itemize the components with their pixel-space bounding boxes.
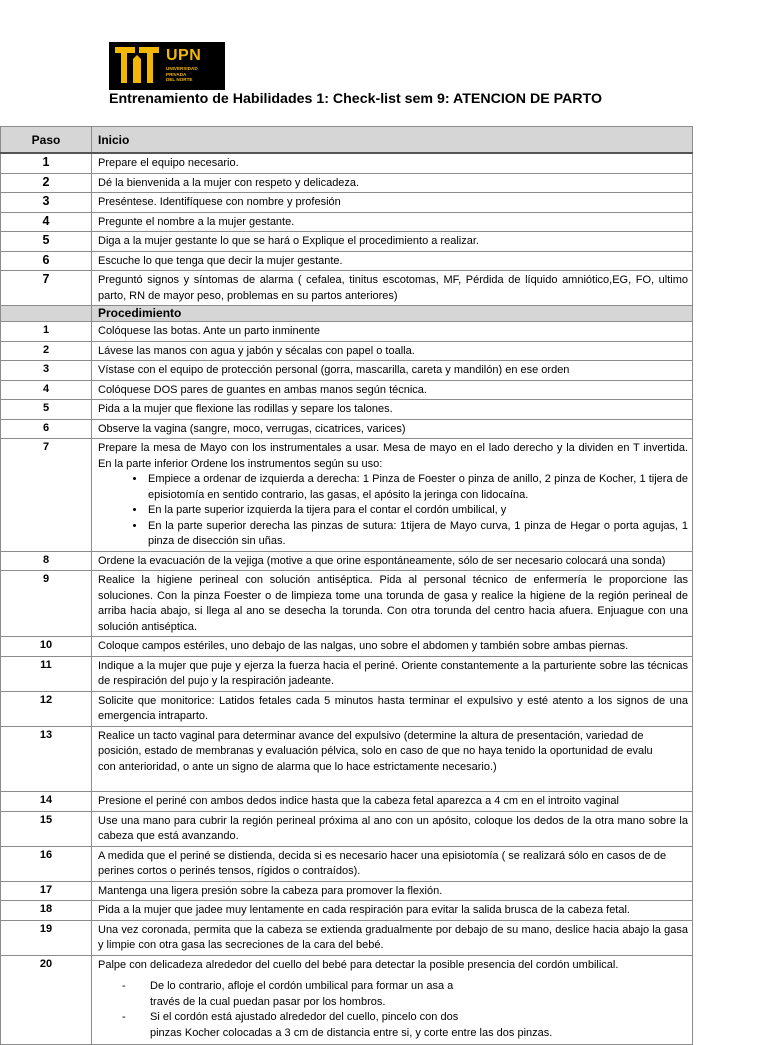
step-text-body: Pida a la mujer que flexione las rodillas y separe los talones. bbox=[98, 403, 393, 415]
table-row bbox=[1, 322, 693, 342]
step-text-line: A medida que el periné se distienda, decida si es necesario hacer una episiotomía ( se realizará sólo en casos de de bbox=[98, 849, 667, 862]
step-number: 4 bbox=[1, 380, 92, 400]
dash-list bbox=[98, 979, 688, 1041]
bullet-list bbox=[98, 472, 688, 550]
table-row bbox=[1, 846, 693, 881]
step-text-body: Lávese las manos con agua y jabón y sécalas con papel o toalla. bbox=[98, 344, 415, 357]
table-row bbox=[1, 637, 693, 657]
step-number: 12 bbox=[1, 691, 92, 726]
table-row bbox=[1, 551, 693, 571]
step-text bbox=[92, 212, 693, 232]
step-text-body: Una vez coronada, permita que la cabeza se extienda gradualmente por debajo de su mano, deslice hacia abajo la gasa y limpie con otra gasa las secreciones de la cara del bebé. bbox=[98, 923, 688, 951]
step-text-line: perines cortos o perinés tensos, rígidos o contraídos). bbox=[98, 865, 361, 877]
step-text-body: Prepare el equipo necesario. bbox=[98, 157, 239, 169]
step-text bbox=[92, 551, 693, 571]
step-text bbox=[92, 901, 693, 921]
section-header-procedimiento: Procedimiento bbox=[92, 306, 693, 322]
step-text-body: Palpe con delicadeza alrededor del cuello del bebé para detectar la posible presencia del cordón umbilical. bbox=[98, 958, 619, 971]
step-text-body: Use una mano para cubrir la región perineal próxima al ano con un apósito, coloque los dedos de la otra mano sobre la cabeza que está avanzando. bbox=[98, 814, 688, 842]
step-text-body: Pregunte el nombre a la mujer gestante. bbox=[98, 215, 295, 228]
step-text bbox=[92, 341, 693, 361]
table-row bbox=[1, 571, 693, 637]
step-number: 7 bbox=[1, 439, 92, 552]
dash-line: - De lo contrario, afloje el cordón umbilical para formar un asa a bbox=[150, 980, 454, 992]
table-row bbox=[1, 920, 693, 955]
table-row bbox=[1, 153, 693, 173]
table-row bbox=[1, 251, 693, 271]
table-row bbox=[1, 419, 693, 439]
step-text-body: Colóquese las botas. Ante un parto inminente bbox=[98, 325, 320, 337]
step-number: 3 bbox=[1, 193, 92, 213]
step-text-body: Solicite que monitorice: Latidos fetales cada 5 minutos hasta terminar el expulsivo y esté atento a los signos de una emergencia intraparto. bbox=[98, 694, 688, 722]
step-text bbox=[92, 846, 693, 881]
table-row bbox=[1, 792, 693, 812]
step-text-body: Coloque campos estériles, uno debajo de las nalgas, uno sobre el abdomen y también sobre ambas piernas. bbox=[98, 640, 629, 652]
step-text bbox=[92, 322, 693, 342]
step-number: 2 bbox=[1, 341, 92, 361]
logo-text: UPN bbox=[166, 47, 202, 64]
table-row bbox=[1, 341, 693, 361]
table-row bbox=[1, 901, 693, 921]
step-text-body: Preséntese. Identifíquese con nombre y profesión bbox=[98, 196, 341, 208]
section-number-cell bbox=[1, 306, 92, 322]
section-row bbox=[1, 306, 693, 322]
dash-line: pinzas Kocher colocadas a 3 cm de distancia entre si, y corte entre las dos pinzas. bbox=[150, 1026, 553, 1039]
step-text bbox=[92, 811, 693, 846]
step-number: 13 bbox=[1, 726, 92, 792]
table-row bbox=[1, 726, 693, 792]
step-text bbox=[92, 193, 693, 213]
step-text-body: Observe la vagina (sangre, moco, verrugas, cicatrices, varices) bbox=[98, 422, 406, 435]
step-number: 14 bbox=[1, 792, 92, 812]
table-row bbox=[1, 400, 693, 420]
step-number: 5 bbox=[1, 400, 92, 420]
step-number: 4 bbox=[1, 212, 92, 232]
step-text bbox=[92, 232, 693, 252]
step-text bbox=[92, 419, 693, 439]
step-text-body: Indique a la mujer que puje y ejerza la fuerza hacia el periné. Oriente constantemente a la parturiente sobre las técnicas de respiración del pujo y la respiración jadeante. bbox=[98, 659, 688, 687]
step-text bbox=[92, 726, 693, 792]
step-text-body: Prepare la mesa de Mayo con los instrumentales a usar. Mesa de mayo en el lado derecho y la dividen en T invertida. En la parte inferior Ordene los instrumentos según su uso: bbox=[98, 442, 688, 470]
step-text bbox=[92, 691, 693, 726]
step-text-body: Diga a la mujer gestante lo que se hará o Explique el procedimiento a realizar. bbox=[98, 235, 479, 247]
step-number: 10 bbox=[1, 637, 92, 657]
step-text bbox=[92, 173, 693, 193]
table-row bbox=[1, 439, 693, 552]
step-number: 8 bbox=[1, 551, 92, 571]
table-row bbox=[1, 212, 693, 232]
step-text-body: Preguntó signos y síntomas de alarma ( cefalea, tinitus escotomas, MF, Pérdida de líquido amniótico,EG, FO, ultimo parto, RN de mayor peso, problemas en su partos anteriores) bbox=[98, 274, 688, 302]
step-text-body: Escuche lo que tenga que decir la mujer gestante. bbox=[98, 254, 343, 267]
table-row bbox=[1, 380, 693, 400]
step-number: 1 bbox=[1, 322, 92, 342]
table-row bbox=[1, 955, 693, 1045]
table-row bbox=[1, 811, 693, 846]
step-number: 5 bbox=[1, 232, 92, 252]
step-number: 15 bbox=[1, 811, 92, 846]
step-number: 2 bbox=[1, 173, 92, 193]
step-text bbox=[92, 792, 693, 812]
table-row bbox=[1, 271, 693, 306]
table-row bbox=[1, 691, 693, 726]
dash-item bbox=[136, 1010, 688, 1041]
step-text-body: Pida a la mujer que jadee muy lentamente en cada respiración para evitar la salida brusca de la cabeza fetal. bbox=[98, 904, 630, 916]
dash-item bbox=[136, 979, 688, 1010]
upn-emblem-icon bbox=[111, 45, 163, 87]
step-number: 3 bbox=[1, 361, 92, 381]
step-text-body: Mantenga una ligera presión sobre la cabeza para promover la flexión. bbox=[98, 884, 443, 897]
step-text bbox=[92, 881, 693, 901]
step-text bbox=[92, 380, 693, 400]
step-number: 18 bbox=[1, 901, 92, 921]
step-number: 6 bbox=[1, 251, 92, 271]
step-text-body: Colóquese DOS pares de guantes en ambas manos según técnica. bbox=[98, 383, 427, 396]
step-number: 1 bbox=[1, 153, 92, 173]
step-text bbox=[92, 656, 693, 691]
step-text-body: Vístase con el equipo de protección personal (gorra, mascarilla, careta y mandilón) en ese orden bbox=[98, 364, 570, 376]
step-text-body: Dé la bienvenida a la mujer con respeto y delicadeza. bbox=[98, 176, 360, 189]
table-header-row bbox=[1, 127, 693, 154]
table-row bbox=[1, 232, 693, 252]
table-row bbox=[1, 881, 693, 901]
step-text bbox=[92, 361, 693, 381]
step-text-line: Realice un tacto vaginal para determinar avance del expulsivo (determine la altura de presentación, variedad de bbox=[98, 729, 644, 742]
logo-subtitle: UNIVERSIDAD PRIVADA DEL NORTE bbox=[166, 66, 198, 83]
bullet-item: • En la parte superior derecha las pinzas de sutura: 1tijera de Mayo curva, 1 pinza de Hegar o porta agujas, 1 pinza de disección sin uñas. bbox=[146, 519, 688, 550]
document-title: Entrenamiento de Habilidades 1: Check-list sem 9: ATENCION DE PARTO bbox=[109, 91, 602, 107]
upn-logo bbox=[109, 42, 225, 90]
table-row bbox=[1, 173, 693, 193]
step-number: 11 bbox=[1, 656, 92, 691]
step-number: 20 bbox=[1, 955, 92, 1045]
step-number: 16 bbox=[1, 846, 92, 881]
step-number: 17 bbox=[1, 881, 92, 901]
step-text bbox=[92, 251, 693, 271]
table-row bbox=[1, 656, 693, 691]
step-text-line: con anterioridad, o ante un signo de alarma que lo hace estrictamente necesario.) bbox=[98, 760, 497, 773]
step-number: 9 bbox=[1, 571, 92, 637]
step-text-body: Realice la higiene perineal con solución antiséptica. Pida al personal técnico de enfermería le proporcione las soluciones. Con la pinza Foester o de limpieza tome una torunda de gasa y realice la higiene de la región perineal de arriba hacia abajo, si llega al ano se desecha la torunda. Con otra torunda del centro hacia afuera. Enjuague con una solución antiséptica. bbox=[98, 574, 688, 633]
bullet-item: • Empiece a ordenar de izquierda a derecha: 1 Pinza de Foester o pinza de anillo, 2 pinza de Kocher, 1 tijera de episiotomía en sentido contrario, las gasas, el apósito la jeringa con lidocaína. bbox=[146, 472, 688, 503]
column-header-paso: Paso bbox=[1, 127, 92, 154]
step-text-line: posición, estado de membranas y evaluación pélvica, solo en caso de que no haya tenido la oportunidad de evalu bbox=[98, 745, 653, 757]
dash-line: través de la cual puedan pasar por los hombros. bbox=[150, 995, 386, 1008]
step-text bbox=[92, 271, 693, 306]
step-text bbox=[92, 920, 693, 955]
step-text bbox=[92, 637, 693, 657]
step-number: 7 bbox=[1, 271, 92, 306]
step-number: 6 bbox=[1, 419, 92, 439]
table-row bbox=[1, 193, 693, 213]
section-header-inicio: Inicio bbox=[92, 127, 693, 154]
step-text-body: Ordene la evacuación de la vejiga (motive a que orine espontáneamente, sólo de ser necesario colocará una sonda) bbox=[98, 554, 666, 567]
step-text bbox=[92, 439, 693, 552]
step-text bbox=[92, 400, 693, 420]
step-text bbox=[92, 955, 693, 1045]
step-text bbox=[92, 153, 693, 173]
bullet-item: • En la parte superior izquierda la tijera para el contar el cordón umbilical, y bbox=[146, 503, 688, 519]
step-text-body: Presione el periné con ambos dedos indice hasta que la cabeza fetal aparezca a 4 cm en el introito vaginal bbox=[98, 795, 619, 807]
table-row bbox=[1, 361, 693, 381]
step-number: 19 bbox=[1, 920, 92, 955]
checklist-table bbox=[0, 126, 693, 1045]
dash-line: - Si el cordón está ajustado alrededor del cuello, pincelo con dos bbox=[150, 1011, 459, 1023]
step-text bbox=[92, 571, 693, 637]
